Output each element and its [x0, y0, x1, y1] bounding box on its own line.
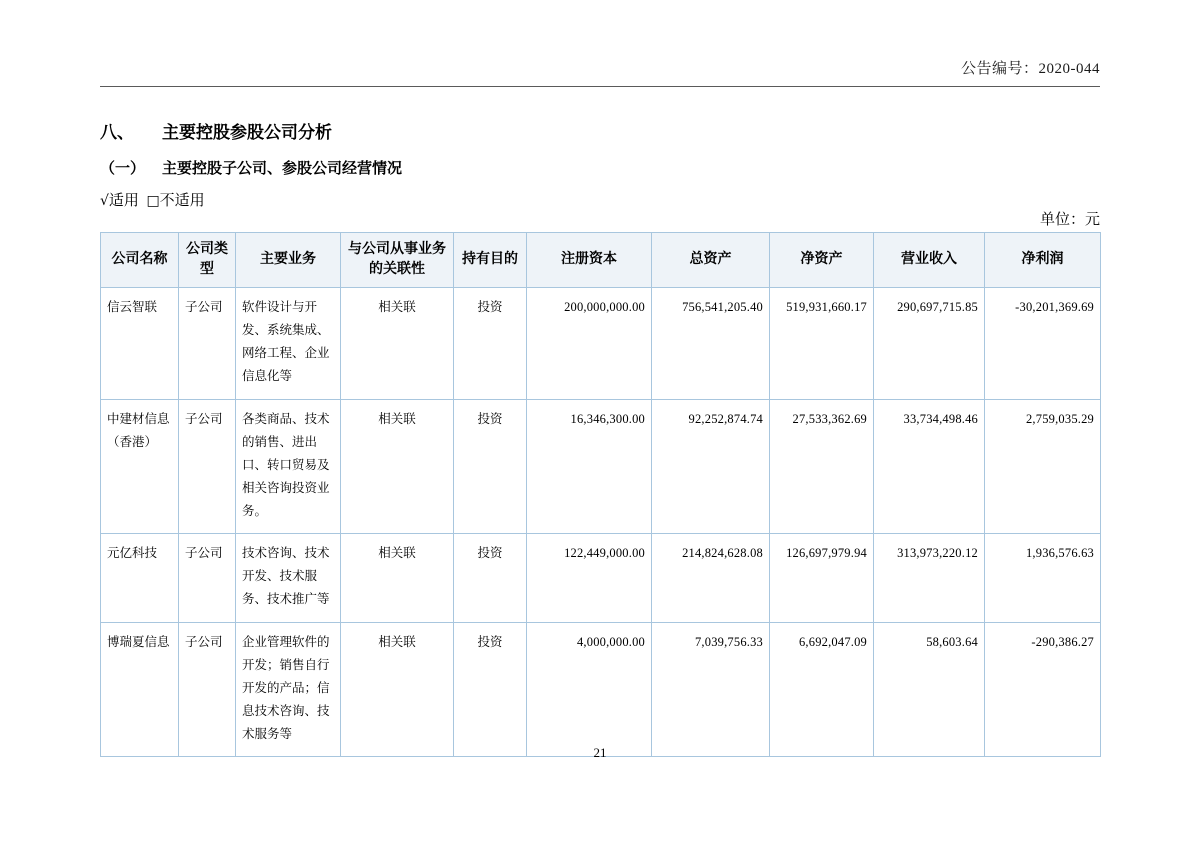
table-header-row — [101, 233, 1101, 288]
col-header-revenue: 营业收入 — [874, 233, 985, 288]
subsection-number: （一） — [100, 161, 146, 177]
announcement-code: 公告编号：2020-044 — [961, 61, 1100, 77]
cell-relevance: 相关联 — [378, 634, 416, 649]
cell-revenue: 58,603.64 — [926, 634, 978, 649]
subsidiary-table — [100, 232, 1101, 757]
cell-company-type: 子公司 — [185, 411, 223, 426]
cell-company-type: 子公司 — [185, 546, 223, 561]
cell-purpose: 投资 — [477, 546, 503, 561]
unit-note: 单位：元 — [1039, 212, 1100, 228]
page-number: 21 — [593, 745, 607, 760]
cell-net-profit: 1,936,576.63 — [1025, 546, 1094, 561]
cell-registered-capital: 200,000,000.00 — [564, 300, 645, 314]
section-number: 八、 — [100, 123, 134, 142]
not-applicable-checkbox-icon: □ — [146, 193, 160, 209]
col-header-net-profit: 净利润 — [985, 233, 1101, 288]
cell-net-profit: -30,201,369.69 — [1015, 300, 1094, 314]
cell-net-assets: 27,533,362.69 — [792, 411, 867, 426]
cell-company-type: 子公司 — [185, 634, 223, 649]
cell-company-name: 元亿科技 — [107, 546, 158, 561]
cell-main-business: 软件设计与开发、系统集成、网络工程、企业信息化等 — [242, 300, 330, 384]
cell-company-name: 博瑞夏信息 — [107, 634, 170, 649]
col-header-company-type: 公司类型 — [179, 233, 236, 288]
cell-main-business: 技术咨询、技术开发、技术服务、技术推广等 — [242, 546, 330, 607]
col-header-registered-capital: 注册资本 — [527, 233, 652, 288]
cell-revenue: 313,973,220.12 — [897, 546, 978, 561]
table-row — [101, 534, 1101, 622]
table-row — [101, 399, 1101, 534]
cell-total-assets: 92,252,874.74 — [688, 411, 763, 426]
cell-relevance: 相关联 — [378, 300, 416, 314]
cell-net-assets: 126,697,979.94 — [786, 546, 867, 561]
col-header-relevance: 与公司从事业务的关联性 — [341, 233, 454, 288]
cell-revenue: 33,734,498.46 — [903, 411, 978, 426]
cell-relevance: 相关联 — [378, 546, 416, 561]
section-heading — [100, 118, 332, 143]
subsection-title-text: 主要控股子公司、参股公司经营情况 — [162, 161, 403, 177]
applicable-checkbox-icon: √ — [100, 193, 109, 209]
table-row — [101, 622, 1101, 757]
cell-relevance: 相关联 — [378, 411, 416, 426]
cell-purpose: 投资 — [477, 634, 503, 649]
subsection-heading — [100, 157, 402, 178]
col-header-net-assets: 净资产 — [770, 233, 874, 288]
cell-net-assets: 519,931,660.17 — [786, 300, 867, 314]
cell-total-assets: 214,824,628.08 — [682, 546, 763, 561]
cell-purpose: 投资 — [477, 411, 503, 426]
cell-revenue: 290,697,715.85 — [897, 300, 978, 314]
cell-net-profit: -290,386.27 — [1031, 634, 1094, 649]
col-header-purpose: 持有目的 — [454, 233, 527, 288]
cell-main-business: 企业管理软件的开发；销售自行开发的产品；信息技术咨询、技术服务等 — [242, 634, 330, 741]
cell-company-name: 信云智联 — [107, 300, 158, 314]
cell-purpose: 投资 — [477, 300, 503, 314]
table-row — [101, 288, 1101, 400]
cell-registered-capital: 4,000,000.00 — [576, 634, 645, 649]
cell-registered-capital: 16,346,300.00 — [570, 411, 645, 426]
col-header-company-name: 公司名称 — [101, 233, 179, 288]
cell-net-assets: 6,692,047.09 — [798, 634, 867, 649]
cell-company-name: 中建材信息（香港） — [107, 411, 170, 449]
applicable-label: 适用 — [108, 193, 139, 209]
header-divider — [100, 86, 1100, 87]
cell-main-business: 各类商品、技术的销售、进出口、转口贸易及相关咨询投资业务。 — [242, 411, 330, 518]
cell-net-profit: 2,759,035.29 — [1025, 411, 1094, 426]
col-header-main-business: 主要业务 — [236, 233, 341, 288]
cell-total-assets: 756,541,205.40 — [682, 300, 763, 314]
applicability-line — [100, 189, 205, 210]
not-applicable-label: 不适用 — [159, 193, 205, 209]
section-title-text: 主要控股参股公司分析 — [162, 123, 332, 142]
cell-total-assets: 7,039,756.33 — [694, 634, 763, 649]
cell-registered-capital: 122,449,000.00 — [564, 546, 645, 561]
col-header-total-assets: 总资产 — [652, 233, 770, 288]
cell-company-type: 子公司 — [185, 300, 223, 314]
